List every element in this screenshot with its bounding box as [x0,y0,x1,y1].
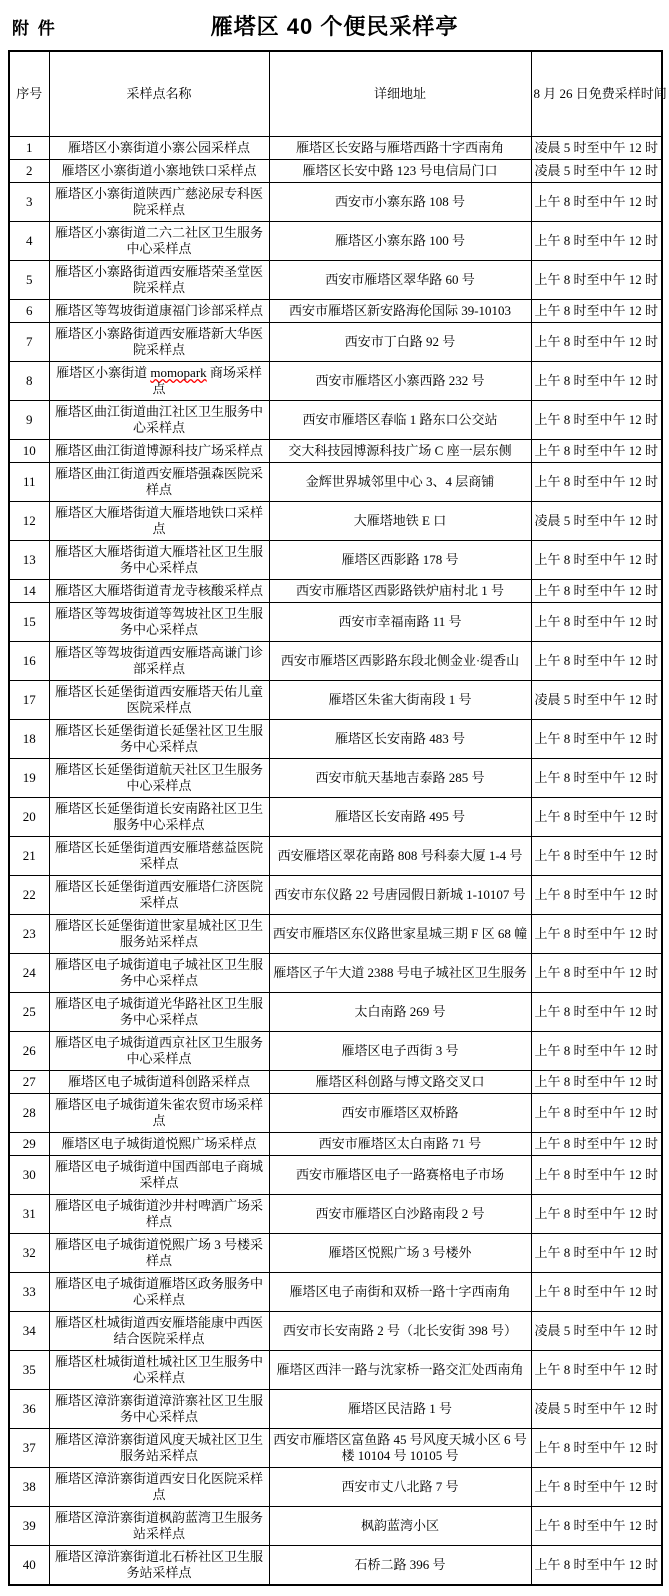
table-row [9,1546,662,1586]
site-name-cell: 雁塔区曲江街道博源科技广场采样点 [49,440,269,463]
site-name-cell: 雁塔区小寨街道二六二社区卫生服务中心采样点 [49,222,269,261]
site-name-cell: 雁塔区漳浒寨街道西安日化医院采样点 [49,1468,269,1507]
table-row [9,1032,662,1071]
sampling-time-cell: 上午 8 时至中午 12 时 [531,954,662,993]
row-index-cell: 23 [9,915,49,954]
sampling-time-cell: 上午 8 时至中午 12 时 [531,642,662,681]
site-address-cell: 雁塔区子午大道 2388 号电子城社区卫生服务 [269,954,531,993]
site-address-cell: 太白南路 269 号 [269,993,531,1032]
table-row [9,183,662,222]
sampling-time-cell: 上午 8 时至中午 12 时 [531,876,662,915]
site-address-cell: 雁塔区西沣一路与沈家桥一路交汇处西南角 [269,1351,531,1390]
table-row [9,1351,662,1390]
table-row [9,759,662,798]
table-row [9,837,662,876]
site-name-cell: 雁塔区电子城街道悦熙广场 3 号楼采样点 [49,1234,269,1273]
site-name-cell: 雁塔区曲江街道曲江社区卫生服务中心采样点 [49,401,269,440]
table-row [9,1390,662,1429]
site-name-cell: 雁塔区小寨路街道西安雁塔荣圣堂医院采样点 [49,261,269,300]
site-address-cell: 西安市东仪路 22 号唐园假日新城 1-10107 号 [269,876,531,915]
sampling-time-cell: 上午 8 时至中午 12 时 [531,222,662,261]
site-name-cell: 雁塔区小寨街道小寨公园采样点 [49,137,269,160]
site-address-cell: 雁塔区长安南路 483 号 [269,720,531,759]
site-name-cell: 雁塔区电子城街道沙井村啤酒广场采样点 [49,1195,269,1234]
table-body [9,137,662,1586]
table-row [9,300,662,323]
site-name-cell: 雁塔区电子城街道雁塔区政务服务中心采样点 [49,1273,269,1312]
site-address-cell: 西安市雁塔区东仪路世家星城三期 F 区 68 幢 [269,915,531,954]
sampling-time-cell: 上午 8 时至中午 12 时 [531,1071,662,1094]
sampling-time-cell: 上午 8 时至中午 12 时 [531,720,662,759]
site-address-cell: 雁塔区民洁路 1 号 [269,1390,531,1429]
row-index-cell: 5 [9,261,49,300]
site-address-cell: 大雁塔地铁 E 口 [269,502,531,541]
table-row [9,440,662,463]
site-name-cell: 雁塔区电子城街道电子城社区卫生服务中心采样点 [49,954,269,993]
site-name-cell: 雁塔区漳浒寨街道枫韵蓝湾卫生服务站采样点 [49,1507,269,1546]
row-index-cell: 9 [9,401,49,440]
table-header-row [9,51,662,137]
row-index-cell: 14 [9,580,49,603]
site-name-cell: 雁塔区杜城街道西安雁塔能康中西医结合医院采样点 [49,1312,269,1351]
sampling-time-cell: 上午 8 时至中午 12 时 [531,603,662,642]
site-name-cell: 雁塔区漳浒寨街道北石桥社区卫生服务站采样点 [49,1546,269,1586]
row-index-cell: 35 [9,1351,49,1390]
site-name-cell: 雁塔区长延堡街道长延堡社区卫生服务中心采样点 [49,720,269,759]
row-index-cell: 1 [9,137,49,160]
row-index-cell: 20 [9,798,49,837]
sampling-time-cell: 上午 8 时至中午 12 时 [531,1133,662,1156]
site-name-cell: 雁塔区长延堡街道西安雁塔仁济医院采样点 [49,876,269,915]
table-row [9,1234,662,1273]
site-address-cell: 雁塔区长安南路 495 号 [269,798,531,837]
site-name-cell: 雁塔区杜城街道杜城社区卫生服务中心采样点 [49,1351,269,1390]
site-address-cell: 金辉世界城邻里中心 3、4 层商铺 [269,463,531,502]
sampling-time-cell: 上午 8 时至中午 12 时 [531,580,662,603]
site-address-cell: 西安市雁塔区富鱼路 45 号风度天城小区 6 号楼 10104 号 10105 号 [269,1429,531,1468]
sampling-time-cell: 凌晨 5 时至中午 12 时 [531,1390,662,1429]
site-address-cell: 西安市小寨东路 108 号 [269,183,531,222]
site-address-cell: 枫韵蓝湾小区 [269,1507,531,1546]
row-index-cell: 8 [9,362,49,401]
sampling-time-cell: 上午 8 时至中午 12 时 [531,1032,662,1071]
table-row [9,993,662,1032]
row-index-cell: 40 [9,1546,49,1586]
table-row [9,798,662,837]
table-row [9,1507,662,1546]
site-address-cell: 西安市雁塔区新安路海伦国际 39-10103 [269,300,531,323]
sampling-time-cell: 上午 8 时至中午 12 时 [531,183,662,222]
row-index-cell: 15 [9,603,49,642]
site-address-cell: 雁塔区电子南街和双桥一路十字西南角 [269,1273,531,1312]
table-row [9,541,662,580]
site-address-cell: 西安市幸福南路 11 号 [269,603,531,642]
row-index-cell: 34 [9,1312,49,1351]
table-row [9,1071,662,1094]
row-index-cell: 10 [9,440,49,463]
table-row [9,603,662,642]
site-address-cell: 西安雁塔区翠花南路 808 号科泰大厦 1-4 号 [269,837,531,876]
site-address-cell: 雁塔区电子西街 3 号 [269,1032,531,1071]
sampling-time-cell: 凌晨 5 时至中午 12 时 [531,1312,662,1351]
table-row [9,1312,662,1351]
site-address-cell: 西安市雁塔区春临 1 路东口公交站 [269,401,531,440]
table-row [9,463,662,502]
table-row [9,1195,662,1234]
site-name-cell: 雁塔区漳浒寨街道风度天城社区卫生服务站采样点 [49,1429,269,1468]
table-row [9,137,662,160]
row-index-cell: 37 [9,1429,49,1468]
table-row [9,160,662,183]
sampling-time-cell: 上午 8 时至中午 12 时 [531,1546,662,1586]
site-address-cell: 雁塔区西影路 178 号 [269,541,531,580]
sampling-time-cell: 上午 8 时至中午 12 时 [531,463,662,502]
site-name-cell: 雁塔区漳浒寨街道漳浒寨社区卫生服务中心采样点 [49,1390,269,1429]
site-address-cell: 西安市雁塔区西影路铁炉庙村北 1 号 [269,580,531,603]
row-index-cell: 22 [9,876,49,915]
site-name-cell: 雁塔区电子城街道悦熙广场采样点 [49,1133,269,1156]
site-address-cell: 交大科技园博源科技广场 C 座一层东侧 [269,440,531,463]
table-row [9,362,662,401]
site-address-cell: 西安市雁塔区双桥路 [269,1094,531,1133]
row-index-cell: 26 [9,1032,49,1071]
site-address-cell: 西安市雁塔区西影路东段北侧金业·缇香山 [269,642,531,681]
site-address-cell: 西安市长安南路 2 号（北长安街 398 号） [269,1312,531,1351]
row-index-cell: 3 [9,183,49,222]
row-index-cell: 19 [9,759,49,798]
site-address-cell: 西安市雁塔区太白南路 71 号 [269,1133,531,1156]
row-index-cell: 36 [9,1390,49,1429]
site-name-cell: 雁塔区等驾坡街道西安雁塔高谦门诊部采样点 [49,642,269,681]
row-index-cell: 11 [9,463,49,502]
sampling-time-cell: 上午 8 时至中午 12 时 [531,837,662,876]
sampling-time-cell: 凌晨 5 时至中午 12 时 [531,160,662,183]
site-name-cell: 雁塔区曲江街道西安雁塔强森医院采样点 [49,463,269,502]
site-address-cell: 雁塔区朱雀大街南段 1 号 [269,681,531,720]
table-row [9,1133,662,1156]
column-header-sampling-time: 8 月 26 日免费采样时间 [531,51,662,137]
table-row [9,720,662,759]
document-header [8,6,661,48]
sampling-time-cell: 上午 8 时至中午 12 时 [531,261,662,300]
table-row [9,222,662,261]
sampling-points-table [8,50,667,1586]
table-row [9,261,662,300]
site-name-cell: 雁塔区长延堡街道长安南路社区卫生服务中心采样点 [49,798,269,837]
site-name-cell: 雁塔区大雁塔街道青龙寺核酸采样点 [49,580,269,603]
table-header [9,51,667,137]
table-row [9,1156,662,1195]
table-row [9,1273,662,1312]
spellchecked-word: momopark [150,365,207,380]
page-title: 雁塔区 40 个便民采样亭 [210,14,459,39]
row-index-cell: 39 [9,1507,49,1546]
site-name-cell: 雁塔区小寨街道陕西广慈泌尿专科医院采样点 [49,183,269,222]
row-index-cell: 4 [9,222,49,261]
site-address-cell: 雁塔区长安中路 123 号电信局门口 [269,160,531,183]
site-name-cell: 雁塔区电子城街道科创路采样点 [49,1071,269,1094]
row-index-cell: 12 [9,502,49,541]
row-index-cell: 30 [9,1156,49,1195]
sampling-time-cell: 上午 8 时至中午 12 时 [531,915,662,954]
table-row [9,1094,662,1133]
site-address-cell: 西安市航天基地吉泰路 285 号 [269,759,531,798]
sampling-time-cell: 上午 8 时至中午 12 时 [531,362,662,401]
sampling-time-cell: 上午 8 时至中午 12 时 [531,798,662,837]
site-name-cell: 雁塔区等驾坡街道等驾坡社区卫生服务中心采样点 [49,603,269,642]
table-row [9,502,662,541]
table-row [9,580,662,603]
site-name-cell: 雁塔区电子城街道光华路社区卫生服务中心采样点 [49,993,269,1032]
site-address-cell: 西安市雁塔区翠华路 60 号 [269,261,531,300]
row-index-cell: 31 [9,1195,49,1234]
site-address-cell: 雁塔区小寨东路 100 号 [269,222,531,261]
sampling-time-cell: 上午 8 时至中午 12 时 [531,1195,662,1234]
sampling-time-cell: 凌晨 5 时至中午 12 时 [531,681,662,720]
site-address-cell: 雁塔区悦熙广场 3 号楼外 [269,1234,531,1273]
table-row [9,876,662,915]
row-index-cell: 18 [9,720,49,759]
row-index-cell: 16 [9,642,49,681]
row-index-cell: 13 [9,541,49,580]
sampling-time-cell: 上午 8 时至中午 12 时 [531,401,662,440]
row-index-cell: 28 [9,1094,49,1133]
site-name-cell: 雁塔区电子城街道西京社区卫生服务中心采样点 [49,1032,269,1071]
sampling-time-cell: 凌晨 5 时至中午 12 时 [531,502,662,541]
sampling-time-cell: 上午 8 时至中午 12 时 [531,440,662,463]
row-index-cell: 17 [9,681,49,720]
sampling-time-cell: 上午 8 时至中午 12 时 [531,1507,662,1546]
table-row [9,681,662,720]
site-name-cell: 雁塔区大雁塔街道大雁塔地铁口采样点 [49,502,269,541]
site-name-cell: 雁塔区等驾坡街道康福门诊部采样点 [49,300,269,323]
table-row [9,1468,662,1507]
row-index-cell: 21 [9,837,49,876]
site-address-cell: 雁塔区科创路与博文路交叉口 [269,1071,531,1094]
site-name-cell: 雁塔区小寨路街道西安雁塔新大华医院采样点 [49,323,269,362]
sampling-time-cell: 上午 8 时至中午 12 时 [531,1429,662,1468]
site-address-cell: 西安市丈八北路 7 号 [269,1468,531,1507]
sampling-time-cell: 上午 8 时至中午 12 时 [531,1468,662,1507]
site-address-cell: 雁塔区长安路与雁塔西路十字西南角 [269,137,531,160]
row-index-cell: 38 [9,1468,49,1507]
site-name-cell: 雁塔区大雁塔街道大雁塔社区卫生服务中心采样点 [49,541,269,580]
sampling-time-cell: 上午 8 时至中午 12 时 [531,541,662,580]
site-name-cell: 雁塔区小寨街道 momopark 商场采样点 [49,362,269,401]
sampling-time-cell: 上午 8 时至中午 12 时 [531,1273,662,1312]
site-address-cell: 西安市雁塔区白沙路南段 2 号 [269,1195,531,1234]
sampling-time-cell: 上午 8 时至中午 12 时 [531,300,662,323]
site-name-cell: 雁塔区电子城街道朱雀农贸市场采样点 [49,1094,269,1133]
row-index-cell: 29 [9,1133,49,1156]
sampling-time-cell: 上午 8 时至中午 12 时 [531,1094,662,1133]
table-row [9,1429,662,1468]
sampling-time-cell: 上午 8 时至中午 12 时 [531,759,662,798]
table-row [9,401,662,440]
site-address-cell: 西安市丁白路 92 号 [269,323,531,362]
sampling-time-cell: 上午 8 时至中午 12 时 [531,1234,662,1273]
sampling-time-cell: 凌晨 5 时至中午 12 时 [531,137,662,160]
table-row [9,915,662,954]
sampling-time-cell: 上午 8 时至中午 12 时 [531,1156,662,1195]
row-index-cell: 2 [9,160,49,183]
attachment-label: 附 件 [12,19,57,38]
row-index-cell: 7 [9,323,49,362]
site-address-cell: 西安市雁塔区电子一路赛格电子市场 [269,1156,531,1195]
sampling-time-cell: 上午 8 时至中午 12 时 [531,1351,662,1390]
site-name-cell: 雁塔区长延堡街道航天社区卫生服务中心采样点 [49,759,269,798]
site-name-cell: 雁塔区长延堡街道西安雁塔慈益医院采样点 [49,837,269,876]
site-name-cell: 雁塔区小寨街道小寨地铁口采样点 [49,160,269,183]
site-name-cell: 雁塔区电子城街道中国西部电子商城采样点 [49,1156,269,1195]
site-address-cell: 石桥二路 396 号 [269,1546,531,1586]
column-header-index: 序号 [9,51,49,137]
table-row [9,642,662,681]
row-index-cell: 25 [9,993,49,1032]
sampling-time-cell: 上午 8 时至中午 12 时 [531,323,662,362]
row-index-cell: 33 [9,1273,49,1312]
row-index-cell: 6 [9,300,49,323]
table-row [9,954,662,993]
row-index-cell: 27 [9,1071,49,1094]
row-index-cell: 24 [9,954,49,993]
table-row [9,323,662,362]
sampling-time-cell: 上午 8 时至中午 12 时 [531,993,662,1032]
column-header-site-name: 采样点名称 [49,51,269,137]
site-address-cell: 西安市雁塔区小寨西路 232 号 [269,362,531,401]
row-index-cell: 32 [9,1234,49,1273]
site-name-cell: 雁塔区长延堡街道西安雁塔天佑儿童医院采样点 [49,681,269,720]
column-header-address: 详细地址 [269,51,531,137]
site-name-cell: 雁塔区长延堡街道世家星城社区卫生服务站采样点 [49,915,269,954]
